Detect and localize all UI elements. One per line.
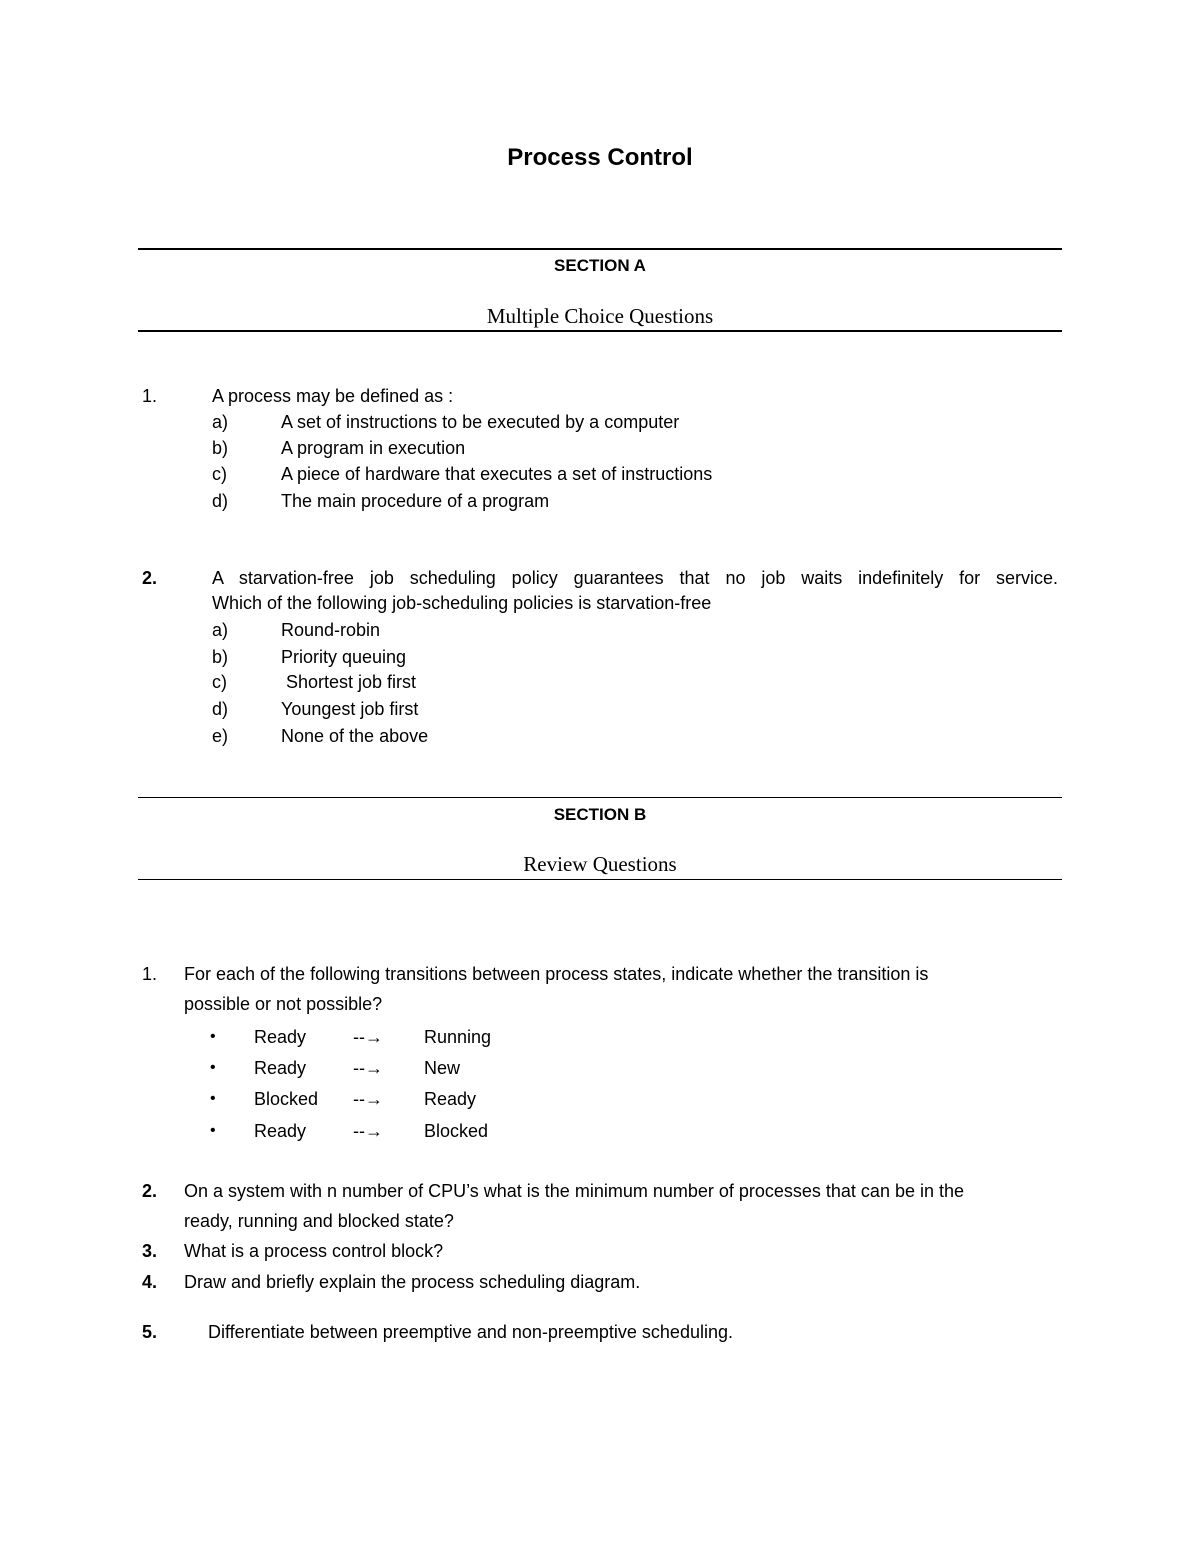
option-letter: d) bbox=[212, 491, 229, 511]
option-text: Round-robin bbox=[281, 620, 381, 640]
transition-to: Ready bbox=[424, 1089, 477, 1109]
section-a-top-rule bbox=[138, 248, 1062, 250]
transition-from: Ready bbox=[254, 1058, 307, 1078]
question-text-line-2: Which of the following job-scheduling policies is starvation-free bbox=[212, 593, 712, 613]
option-text: A piece of hardware that executes a set of instructions bbox=[281, 464, 713, 484]
option-letter: b) bbox=[212, 647, 229, 667]
option-letter: a) bbox=[212, 620, 229, 640]
bullet-icon: • bbox=[210, 1059, 216, 1076]
bullet-icon: • bbox=[210, 1028, 216, 1045]
question-text: Draw and briefly explain the process scheduling diagram. bbox=[184, 1272, 641, 1292]
section-a-subtitle: Multiple Choice Questions bbox=[486, 304, 714, 328]
question-text-line-1: For each of the following transitions between process states, indicate whether the transition is bbox=[184, 964, 929, 984]
question-number: 3. bbox=[142, 1241, 158, 1261]
transition-to: Blocked bbox=[424, 1121, 489, 1141]
question-text: A process may be defined as : bbox=[212, 386, 454, 406]
arrow-icon: --→ bbox=[353, 1058, 383, 1078]
arrow-icon: --→ bbox=[353, 1089, 383, 1109]
section-b-subtitle: Review Questions bbox=[523, 852, 677, 876]
option-letter: a) bbox=[212, 412, 229, 432]
transition-from: Ready bbox=[254, 1027, 307, 1047]
option-text: Priority queuing bbox=[281, 647, 407, 667]
section-b-bottom-rule bbox=[138, 879, 1062, 880]
question-text: Differentiate between preemptive and non-preemptive scheduling. bbox=[208, 1322, 733, 1342]
option-letter: c) bbox=[212, 464, 227, 484]
transition-from: Ready bbox=[254, 1121, 307, 1141]
transition-from: Blocked bbox=[254, 1089, 319, 1109]
option-letter: c) bbox=[212, 672, 227, 692]
option-text: A set of instructions to be executed by a computer bbox=[281, 412, 680, 432]
arrow-icon: --→ bbox=[353, 1027, 383, 1047]
bullet-icon: • bbox=[210, 1122, 216, 1139]
option-letter: e) bbox=[212, 726, 229, 746]
section-b-label: SECTION B bbox=[553, 805, 647, 824]
question-number: 1. bbox=[142, 386, 158, 406]
question-number: 1. bbox=[142, 964, 158, 984]
option-text: The main procedure of a program bbox=[281, 491, 550, 511]
option-letter: b) bbox=[212, 438, 229, 458]
option-letter: d) bbox=[212, 699, 229, 719]
option-text: Youngest job first bbox=[281, 699, 419, 719]
transition-to: New bbox=[424, 1058, 461, 1078]
section-a-label: SECTION A bbox=[554, 256, 646, 275]
section-b-top-rule bbox=[138, 797, 1062, 798]
section-a-bottom-rule bbox=[138, 330, 1062, 332]
question-number: 4. bbox=[142, 1272, 158, 1292]
bullet-icon: • bbox=[210, 1090, 216, 1107]
question-number: 5. bbox=[142, 1322, 158, 1342]
question-number: 2. bbox=[142, 568, 158, 588]
question-text: What is a process control block? bbox=[184, 1241, 444, 1261]
arrow-icon: --→ bbox=[353, 1121, 383, 1141]
page-title: Process Control bbox=[507, 144, 693, 171]
question-text-line-1: A starvation-free job scheduling policy guarantees that no job waits indefinitely for service. bbox=[212, 568, 1058, 588]
option-text: A program in execution bbox=[281, 438, 466, 458]
question-number: 2. bbox=[142, 1181, 158, 1201]
question-text-line-2: possible or not possible? bbox=[184, 994, 383, 1014]
option-text: Shortest job first bbox=[281, 672, 417, 692]
option-text: None of the above bbox=[281, 726, 429, 746]
transition-to: Running bbox=[424, 1027, 492, 1047]
question-text-line-1: On a system with n number of CPU’s what is the minimum number of processes that can be in the bbox=[184, 1181, 965, 1201]
question-text-line-2: ready, running and blocked state? bbox=[184, 1211, 454, 1231]
